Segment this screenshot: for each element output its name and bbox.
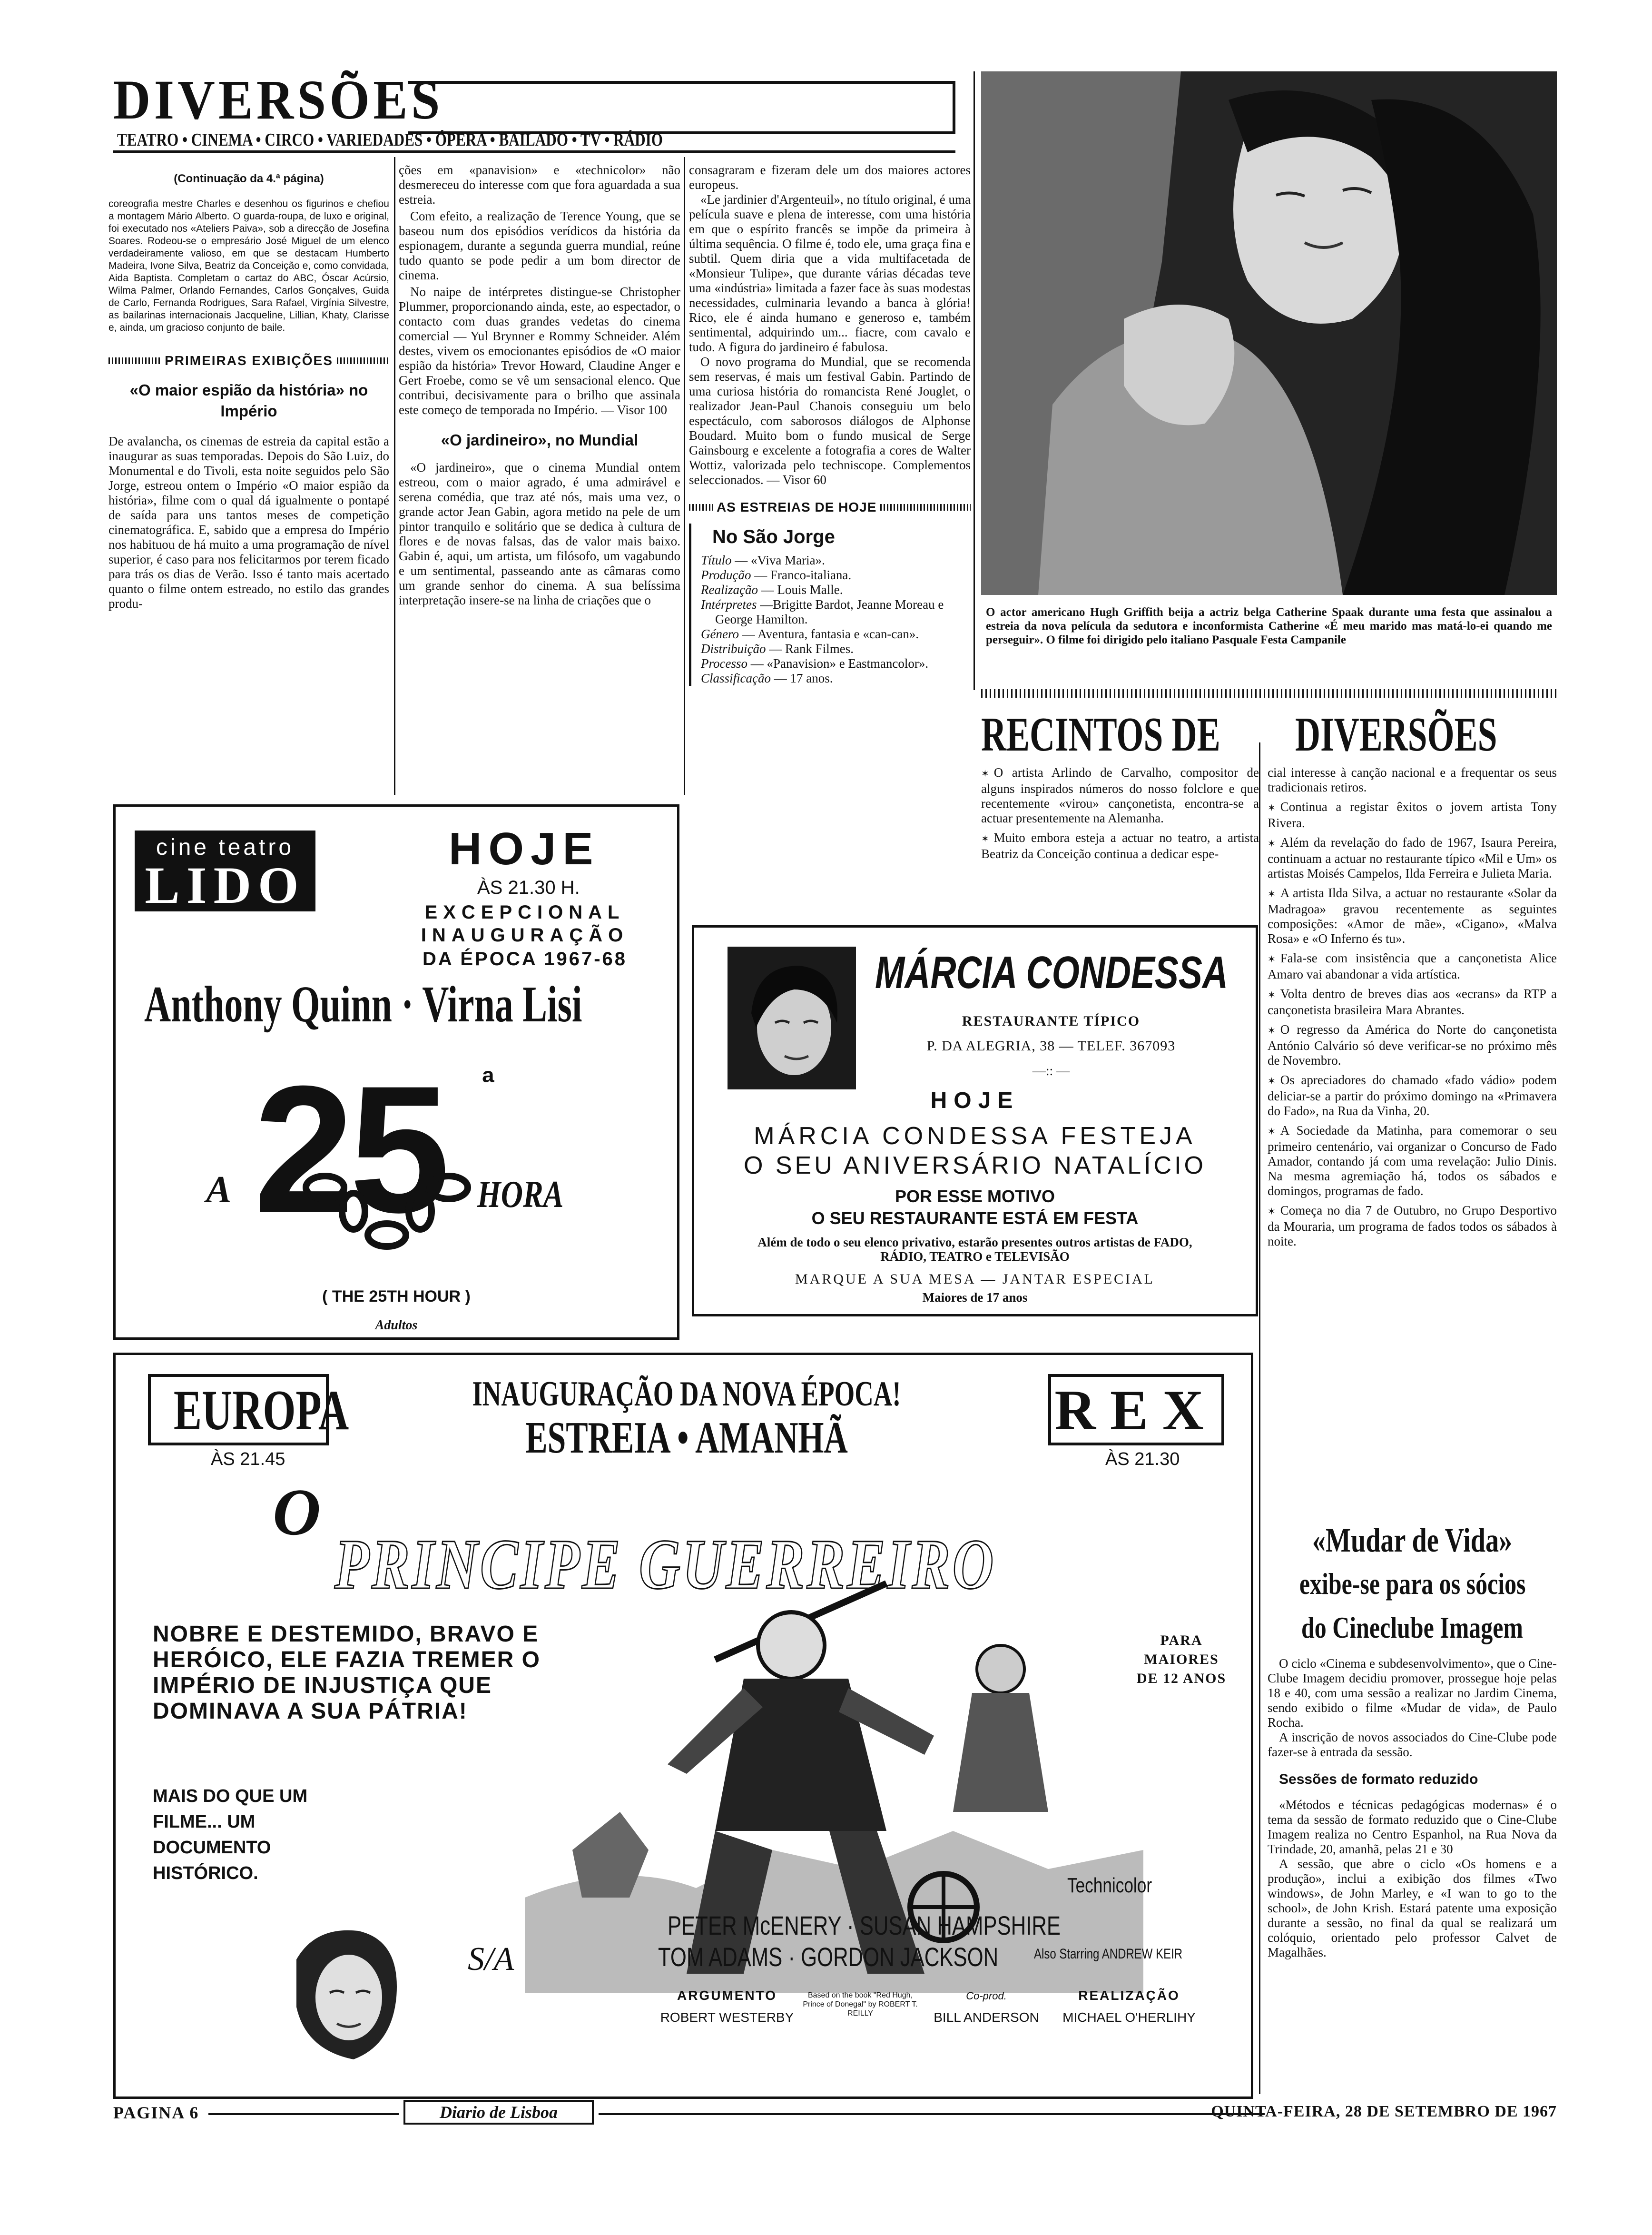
credit-book: Based on the book "Red Hugh, Prince of Donegal" by ROBERT T. REILLY — [803, 1991, 918, 2017]
lido-time: ÀS 21.30 H. — [477, 877, 580, 898]
ad-principe-guerreiro — [113, 1353, 1253, 2099]
continuation-note: (Continuação da 4.ª página) — [174, 172, 324, 185]
recintos-item: ✶ Muito embora esteja a actuar no teatro, a artista Beatriz da Conceição continua a dedicar espe- — [981, 831, 1259, 861]
film-title: PRINCIPE GUERREIRO — [334, 1525, 996, 1604]
page-number: PAGINA 6 — [113, 2103, 199, 2122]
lido-brand-name: LIDO — [145, 856, 305, 914]
recintos-title-left: RECINTOS DE — [981, 708, 1220, 761]
credit-label: Processo — [701, 656, 751, 671]
credit-label: Intérpretes — [701, 597, 760, 612]
abc-article-text: coreografia mestre Charles e desenhou os figurinos e chefiou a montagem Mário Alberto. O guarda-roupa, de luxo e original, foi executado nos «Ateliers Paiva», sob a direcção de Josefina Soares. Rodeou-se o empresário José Miguel de um elenco verdadeiramente valioso, em que se destacam Humberto Madeira, Ivone Silva, Beatriz da Conceição e, como convidada, Aida Baptista. Completam o cartaz do ABC, Óscar Acúrsio, Wilma Palmer, Orlando Fernandes, Carlos Gonçalves, Guida de Carlo, Fernanda Rodrigues, Sara Rafael, Virgínia Silvestre, as bailarinas internacionais Jacqueline, Lillian, Khaty, Clarisse e, ainda, um gracioso conjunto de baile. — [108, 198, 389, 333]
marcia-line-1: MÁRCIA CONDESSA FESTEJA — [754, 1122, 1196, 1150]
article-paragraph: No naipe de intérpretes distingue-se Christopher Plummer, proporcionando ainda, este, ao espectador, o contacto com duas grandes vedetas do cinema comercial — Yul Brynner e Rommy Schneider. Além destes, vivem os emocionantes episódios de «O maior espião da história» Trevor Howard, Claudine Anger e Gert Froebe, como se vê um sensacional elenco. Que contribui, decisivamente para o brilho que assinala este começo de temporada no Império. — Visor 100 — [399, 285, 680, 417]
credits-list — [701, 553, 971, 686]
marcia-type: RESTAURANTE TÍPICO — [962, 1013, 1141, 1029]
section-header — [113, 71, 955, 152]
lido-title-hora: HORA — [477, 1174, 564, 1216]
ad-cast-2: TOM ADAMS · GORDON JACKSON — [658, 1942, 999, 1972]
section-subtitle: TEATRO • CINEMA • CIRCO • VARIEDADES • ÓPERA • BAILADO • TV • RÁDIO — [117, 130, 663, 150]
recintos-item: ✶ Volta dentro de breves dias aos «ecrans» da RTP a cançonetista brasileira Mara Abrantes. — [1268, 987, 1557, 1018]
mudar-paragraph-1: O ciclo «Cinema e subdesenvolvimento», que o Cine-Clube Imagem decidiu promover, prossegue hoje pelas 18 e 40, com uma sessão a realizar no Jardim Cinema, sendo exibido o filme «Mudar de vida», de Paulo Rocha. — [1268, 1656, 1557, 1730]
mudar-subheading: Sessões de formato reduzido — [1279, 1771, 1478, 1787]
title-o: O — [273, 1475, 321, 1549]
column-2 — [399, 163, 680, 796]
credit-value: — 17 anos. — [774, 671, 833, 685]
lido-brand-top: cine teatro — [156, 835, 295, 860]
chain-icon — [296, 1168, 487, 1273]
portrait-woman — [728, 947, 856, 1089]
ad-cast-3: Also Starring ANDREW KEIR — [1034, 1946, 1183, 1962]
marcia-line-3: POR ESSE MOTIVO — [895, 1187, 1055, 1206]
credit-value: — Louis Malle. — [761, 583, 843, 597]
credit-argumento-label: ARGUMENTO — [677, 1988, 777, 2003]
cinema-box-rex — [1048, 1374, 1224, 1445]
article-text-espiao: De avalancha, os cinemas de estreia da capital estão a inaugurar as suas temporadas. Depois do São Luiz, do Monumental e do Tivoli, esta noite seguidos pelo São Jorge, estreou ontem o Império «O maior espião da história», filme com o qual dá igualmente o pontapé de saída para uns tantos meses de competição cinematográfica. E, sabido que a empresa do Império nos habituou de há muito a uma programação de nível superior, é caso para nos felicitarmos por terem ficado para trás os dias de Verão. Isso é tanto mais acertado quanto o filme ontem estreado, no estilo das grandes produ- — [108, 434, 389, 611]
credit-realizacao-name: MICHAEL O'HERLIHY — [1062, 2010, 1196, 2025]
lido-title-number: 25 — [254, 1048, 445, 1250]
article-title-espiao: «O maior espião da história» no Império — [129, 381, 368, 420]
ad-rating: PARA MAIORES DE 12 ANOS — [1136, 1632, 1227, 1686]
photo-block — [981, 71, 1557, 676]
lido-stars: Anthony Quinn · Virna Lisi — [144, 976, 582, 1033]
recintos-item: ✶ Os apreciadores do chamado «fado vádio» podem deliciar-se a partir do próximo domingo na «Primavera do Fado», na Rua da Vinha, 20. — [1268, 1073, 1557, 1118]
recintos-item: ✶ Continua a registar êxitos o jovem artista Tony Rivera. — [1268, 800, 1557, 831]
credit-value: — «Panavision» e Eastmancolor». — [750, 656, 929, 671]
credit-row — [701, 671, 971, 686]
recintos-right-col — [1268, 765, 1557, 1493]
recintos-item: ✶ O artista Arlindo de Carvalho, compositor de alguns inspirados números do nosso folclore e que recentemente «virou» cançonetista, encontra-se a actuar presentemente na Alemanha. — [981, 765, 1259, 826]
recintos-item: ✶ Começa no dia 7 de Outubro, no Grupo Desportivo da Mouraria, um programa de fados todos os sábados à noite. — [1268, 1203, 1557, 1249]
credit-coprod-label: Co-prod. — [966, 1990, 1007, 2002]
marcia-line-6: MARQUE A SUA MESA — JANTAR ESPECIAL — [795, 1271, 1155, 1287]
ad-cast-1: PETER McENERY · SUSAN HAMPSHIRE — [668, 1910, 1061, 1940]
marcia-line-5: Além de todo o seu elenco privativo, estarão presentes outros artistas de FADO, RÁDIO, TEATRO e TELEVISÃO — [757, 1235, 1192, 1264]
credit-row — [701, 568, 971, 583]
mudar-de-vida-article — [1268, 1518, 1557, 2099]
recintos-continuation: cial interesse à canção nacional e a frequentar os seus tradicionais retiros. — [1268, 765, 1557, 794]
ad-process: Technicolor — [1067, 1874, 1152, 1897]
marcia-line-4: O SEU RESTAURANTE ESTÁ EM FESTA — [811, 1208, 1139, 1228]
credit-coprod-name: BILL ANDERSON — [934, 2010, 1039, 2025]
mudar-title-2: exibe-se para os sócios — [1299, 1567, 1526, 1601]
mudar-paragraph-2: A inscrição de novos associados do Cine-Clube pode fazer-se à entrada da sessão. — [1268, 1730, 1557, 1759]
marcia-name: MÁRCIA CONDESSA — [875, 947, 1228, 998]
section-label-estreias: AS ESTREIAS DE HOJE — [689, 500, 971, 515]
credit-value: — Rank Filmes. — [769, 642, 854, 656]
column-3 — [689, 163, 971, 685]
credit-label: Classificação — [701, 671, 774, 685]
cinema-rex: REX — [1054, 1378, 1218, 1442]
mudar-paragraph-3: «Métodos e técnicas pedagógicas modernas» é o tema da sessão de formato reduzido que o Cine-Clube Imagem realiza no Centro Espanhol, na Rua Nova da Trindade, 20, amanhã, pelas 21 e 30 — [1268, 1798, 1557, 1856]
lido-line-3: DA ÉPOCA 1967-68 — [422, 949, 628, 969]
marcia-separator: —:: — — [1032, 1064, 1070, 1078]
lido-line-1: EXCEPCIONAL — [424, 902, 625, 923]
paper-name: Diario de Lisboa — [440, 2103, 558, 2122]
headline-estreia: ESTREIA • AMANHÃ — [525, 1413, 848, 1463]
article-paragraph: consagraram e fizeram dele um dos maiores actores europeus. — [689, 163, 971, 192]
cinema-box-europa — [148, 1374, 349, 1445]
credit-value: — Franco-italiana. — [754, 568, 852, 582]
credit-value: — Aventura, fantasia e «can-can». — [742, 627, 919, 641]
article-text-espiao-cont: ções em «panavision» e «technicolor» não desmereceu do interesse com que fora aguardada a sua estreia. — [399, 163, 680, 207]
ad-side-text: MAIS DO QUE UM FILME... UM DOCUMENTO HISTÓRICO. — [153, 1786, 308, 1883]
lido-line-2: INAUGURAÇÃO — [421, 925, 629, 946]
recintos-title-right: DIVERSÕES — [1295, 708, 1497, 761]
mudar-title-3: do Cineclube Imagem — [1301, 1611, 1523, 1644]
credit-value: — «Viva Maria». — [735, 553, 825, 567]
credit-argumento-name: ROBERT WESTERBY — [660, 2010, 794, 2025]
article-text-jardineiro: «O jardineiro», que o cinema Mundial ontem estreou, com o maior agrado, é uma admirável e serena comédia, que traz até nós, mais uma vez, o grande actor Jean Gabin, agora metido na pele de um pintor tranquilo e solitário que se dedica à cultura de flores e de novas falsas, das de valor mais baixo. Gabin é, aqui, um artista, um filósofo, um vagabundo e um sentimental, passeando ante as câmaras como um grande senhor do cinema. A sua belíssima interpretação insere-se na linha de criações que o — [399, 460, 680, 607]
article-paragraph: Com efeito, a realização de Terence Young, que se baseou num dos episódios verídicos da história da espionagem, durante a segunda guerra mundial, reúne tudo quanto se pode pedir a um bom director de cinema. — [399, 209, 680, 282]
credit-row — [701, 627, 971, 642]
ad-lido — [113, 804, 679, 1340]
lido-title-superscript: ª — [482, 1064, 494, 1101]
marcia-address: P. DA ALEGRIA, 38 — TELEF. 367093 — [926, 1038, 1176, 1054]
photo-caption: O actor americano Hugh Griffith beija a actriz belga Catherine Spaak durante uma festa que assinalou a estreia da nova película da sedutora e inconformista Catherine «É meu marido mas matá-lo-ei quando me perseguir». O filme foi dirigido pelo italiano Pasquale Festa Campanile — [986, 606, 1552, 646]
lido-english-title: ( THE 25TH HOUR ) — [322, 1287, 471, 1305]
lido-rating: Adultos — [375, 1318, 418, 1333]
box-title-sao-jorge: No São Jorge — [712, 526, 835, 547]
article-paragraph: O novo programa do Mundial, que se recomenda sem reservas, é mais um festival Gabin. Partindo de uma curiosa história do romancista René Jouglet, o realizador Jean-Paul Chanois conseguiu um belo espectáculo, com saborosos diálogos de Alphonse Boudard. Muito bom o fundo musical de Serge Gainsbourg e excelente a fotografia a cores de Walter Wottiz, valorizada pelo techniscope. Complementos seleccionados. — Visor 60 — [689, 355, 971, 487]
credit-label: Produção — [701, 568, 755, 582]
mudar-title-1: «Mudar de Vida» — [1312, 1521, 1513, 1559]
woman-illustration — [277, 1921, 420, 2064]
cinema-europa: EUROPA — [173, 1378, 349, 1442]
recintos-left-col — [981, 765, 1259, 908]
europa-time: ÀS 21.45 — [211, 1449, 285, 1469]
lido-title-a: A — [206, 1169, 232, 1211]
photo-couple-kissing — [981, 71, 1557, 595]
rex-time: ÀS 21.30 — [1105, 1449, 1180, 1469]
credit-label: Título — [701, 553, 735, 567]
recintos-item: ✶ A Sociedade da Matinha, para comemorar o seu primeiro centenário, vai organizar o Concurso de Fado Amador, contando já com uma revelação: Julio Dinis. Na mesma agremiação há, todos os sábados e domingos, programas de fado. — [1268, 1123, 1557, 1198]
page-date: QUINTA-FEIRA, 28 DE SETEMBRO DE 1967 — [1211, 2103, 1557, 2120]
credit-row — [701, 642, 971, 656]
page-footer — [113, 2100, 1557, 2128]
column-1 — [108, 172, 389, 796]
mudar-paragraph-4: A sessão, que abre o ciclo «Os homens e a produção», inclui a exibição dos filmes «Two windows», de John Marley, e «I wan to go to the school», de John Krish. Estará patente uma exposição durante a sessão, no final da qual se realizará um colóquio, orientado pelo professor Calvet de Magalhães. — [1268, 1857, 1557, 1959]
artist-signature: S/A — [468, 1941, 514, 1978]
credit-row — [701, 583, 971, 597]
marcia-line-7: Maiores de 17 anos — [922, 1290, 1028, 1305]
credit-row — [701, 656, 971, 671]
credit-realizacao-label: REALIZAÇÃO — [1078, 1988, 1180, 2003]
credit-label: Distribuição — [701, 642, 769, 656]
ad-marcia-condessa — [692, 925, 1258, 1316]
marcia-portrait — [728, 947, 856, 1089]
headline-inauguracao: INAUGURAÇÃO DA NOVA ÉPOCA! — [472, 1375, 901, 1414]
recintos-left-list — [981, 765, 1259, 861]
credit-value: —Brigitte Bardot, Jeanne Moreau e George Hamilton. — [715, 597, 944, 626]
recintos-item: ✶ O regresso da América do Norte do cançonetista António Calvário só deve verificar-se no próximo mês de Novembro. — [1268, 1022, 1557, 1068]
section-title: DIVERSÕES — [113, 69, 443, 131]
marcia-hoje: HOJE — [930, 1088, 1020, 1113]
recintos-item: ✶ A artista Ilda Silva, a actuar no restaurante «Solar da Madragoa» gravou recentemente as seguintes composições: «Amor de mãe», «Cigano», «Malva Rosa» e «O Inferno és tu». — [1268, 886, 1557, 946]
section-label-primeiras: PRIMEIRAS EXIBIÇÕES — [108, 353, 389, 368]
lido-hoje: HOJE — [449, 823, 600, 874]
credit-label: Género — [701, 627, 742, 641]
photo-image — [981, 71, 1557, 595]
credit-row — [701, 597, 971, 627]
paper-name-box — [403, 2100, 594, 2125]
marcia-line-2: O SEU ANIVERSÁRIO NATALÍCIO — [743, 1152, 1207, 1179]
recintos-item: ✶ Fala-se com insistência que a cançonetista Alice Amaro vai abandonar a vida artística. — [1268, 951, 1557, 982]
article-title-jardineiro: «O jardineiro», no Mundial — [441, 431, 639, 449]
recintos-item: ✶ Além da revelação do fado de 1967, Isaura Pereira, continuam a actuar no restaurante típico «Mil e Um» os artistas Moisés Campelos, Ilda Ferreira e Julieta Maria. — [1268, 835, 1557, 881]
lido-brand — [135, 831, 315, 914]
recintos-right-list — [1268, 800, 1557, 1249]
article-paragraph: «Le jardinier d'Argenteuil», no título original, é uma película suave e plena de interesse, com uma história em que o espírito francês se impõe da primeira à última sequência. O filme é, todo ele, uma graça fina e subtil. Quem diria que a vida multifacetada de «Monsieur Tulipe», que durante várias décadas teve uma «indústria» limitada a fazer face às suas modestas necessidades, culminaria levando a banca à glória! Rico, ele é ainda humano e generoso e, também sentimental, adquirindo um... fiacre, com cavalo e tudo. A figura do jardineiro é fabulosa. — [689, 192, 971, 354]
credit-label: Realização — [701, 583, 761, 597]
recintos-title — [981, 709, 1562, 761]
estreias-box — [689, 524, 971, 686]
ad-tagline: NOBRE E DESTEMIDO, BRAVO E HERÓICO, ELE FAZIA TREMER O IMPÉRIO DE INJUSTIÇA QUE DOMINAVA A SUA PÁTRIA! — [153, 1622, 541, 1724]
credit-row — [701, 553, 971, 568]
